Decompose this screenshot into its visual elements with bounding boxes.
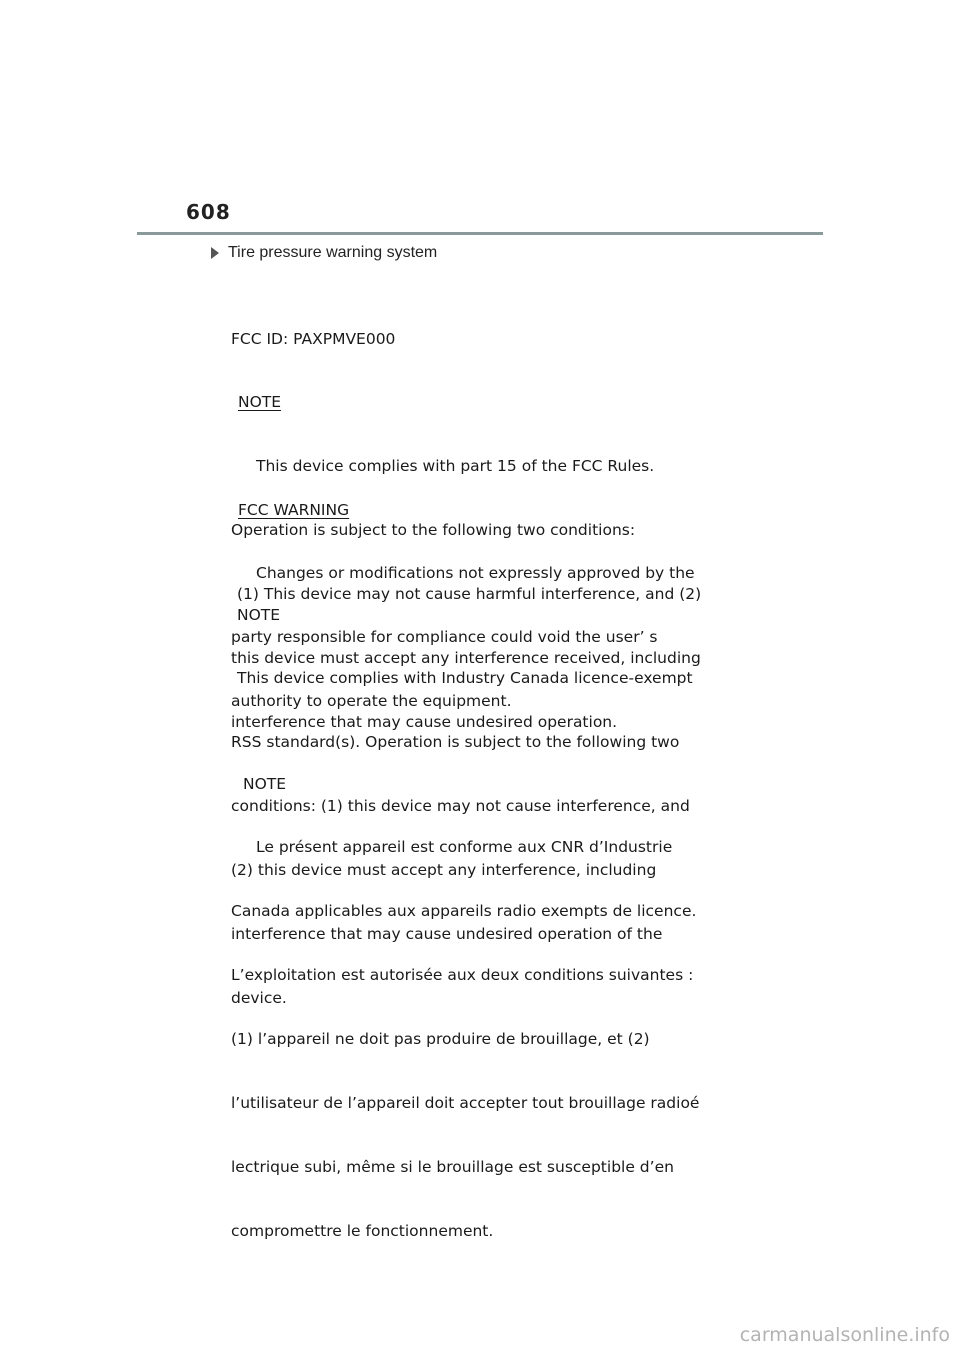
canada-fr-note-line: lectrique subi, même si le brouillage est susceptible d’en (231, 1157, 674, 1176)
canada-note-line: device. (231, 988, 287, 1007)
canada-fr-note-line: compromettre le fonctionnement. (231, 1221, 494, 1240)
canada-note-line: interference that may cause undesired operation of the (231, 925, 663, 944)
header-divider (137, 232, 823, 235)
canada-fr-note-label: NOTE (243, 774, 287, 793)
fcc-warning-line: authority to operate the equipment. (231, 692, 512, 711)
canada-fr-note-line: L’exploitation est autorisée aux deux conditions suivantes : (231, 966, 694, 985)
canada-fr-note-line: Le présent appareil est conforme aux CNR d’Industrie (256, 838, 673, 857)
page-number: 608 (186, 200, 231, 224)
fcc-id: FCC ID: PAXPMVE000 (231, 329, 396, 348)
canada-note-line: This device complies with Industry Canada licence-exempt (237, 669, 693, 688)
fcc-warning-line: Changes or modifications not expressly approved by the (256, 564, 695, 583)
canada-note-line: RSS standard(s). Operation is subject to the following two (231, 733, 680, 752)
canada-fr-note-line: Canada applicables aux appareils radio exempts de licence. (231, 902, 697, 921)
fcc-warning-line: party responsible for compliance could void the user’ s (231, 628, 658, 647)
canada-fr-note-line: l’utilisateur de l’appareil doit accepter tout brouillage radioé (231, 1094, 700, 1113)
fcc-note-line: interference that may cause undesired operation. (231, 712, 618, 731)
canada-fr-note-line: (1) l’appareil ne doit pas produire de brouillage, et (2) (231, 1030, 650, 1049)
canada-note-line: conditions: (1) this device may not cause interference, and (231, 797, 690, 816)
site-watermark: carmanualsonline.info (739, 1324, 950, 1346)
canada-note-label: NOTE (237, 605, 281, 624)
fcc-note-line: Operation is subject to the following two conditions: (231, 521, 636, 540)
fcc-note-line: (1) This device may not cause harmful interference, and (2) (237, 585, 702, 604)
fcc-note-line: This device complies with part 15 of the FCC Rules. (256, 457, 655, 476)
section-heading (211, 244, 437, 262)
fcc-note-line: this device must accept any interference received, including (231, 649, 701, 668)
section-heading-text: Tire pressure warning system (228, 244, 438, 261)
fcc-warning-label: FCC WARNING (238, 500, 350, 519)
triangle-bullet-icon (211, 247, 219, 259)
fcc-note-label: NOTE (238, 393, 282, 412)
canada-fr-notice (231, 731, 699, 1263)
canada-note-line: (2) this device must accept any interference, including (231, 861, 657, 880)
